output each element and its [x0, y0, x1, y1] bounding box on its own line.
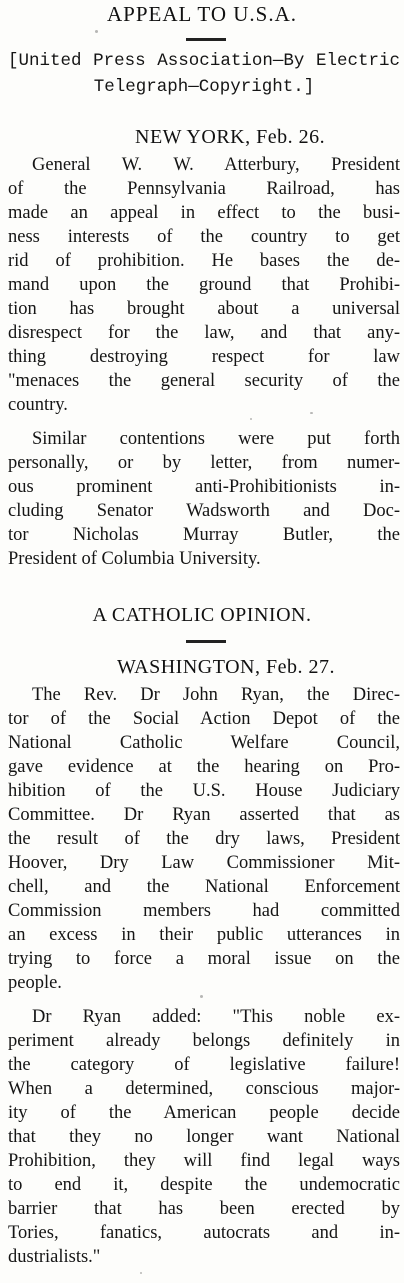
body-line: made an appeal in effect to the busi-: [8, 203, 400, 223]
body-line: tion has brought about a universal: [8, 299, 400, 319]
headline-rule: [186, 38, 226, 41]
body-line: ity of the American people decide: [8, 1103, 400, 1123]
print-speck: [140, 1272, 142, 1274]
body-line: the category of legislative failure!: [8, 1055, 400, 1075]
body-line: Commission members had committed: [8, 901, 400, 921]
body-line: Similar contentions were put forth: [32, 429, 400, 449]
headline-appeal: APPEAL TO U.S.A.: [106, 2, 298, 26]
body-line: to end it, despite the undemocratic: [8, 1175, 400, 1195]
body-line: tor of the Social Action Depot of the: [8, 709, 400, 729]
body-line: ness interests of the country to get: [8, 227, 400, 247]
body-line: barrier that has been erected by: [8, 1199, 400, 1219]
dateline-washington: WASHINGTON, Feb. 27.: [117, 656, 335, 678]
body-line: of the Pennsylvania Railroad, has: [8, 179, 400, 199]
body-line: General W. W. Atterbury, President: [32, 155, 400, 175]
credit-line: Telegraph—Copyright.]: [93, 77, 315, 97]
body-line: "menaces the general security of the: [8, 371, 400, 391]
body-line: rid of prohibition. He bases the de-: [8, 251, 400, 271]
print-speck: [250, 418, 252, 420]
credit-line: [United Press Association—By Electric: [8, 51, 400, 71]
body-line: gave evidence at the hearing on Pro-: [8, 757, 400, 777]
body-line: Prohibition, they will find legal ways: [8, 1151, 400, 1171]
body-line: trying to force a moral issue on the: [8, 949, 400, 969]
body-line: Dr Ryan added: "This noble ex-: [32, 1007, 400, 1027]
print-speck: [310, 412, 313, 414]
body-line: people.: [8, 973, 62, 993]
body-line: thing destroying respect for law: [8, 347, 400, 367]
body-line: chell, and the National Enforcement: [8, 877, 400, 897]
body-line: ous prominent anti-Prohibitionists in-: [8, 477, 400, 497]
body-line: Tories, fanatics, autocrats and in-: [8, 1223, 400, 1243]
body-line: periment already belongs definitely in: [8, 1031, 400, 1051]
body-line: that they no longer want National: [8, 1127, 400, 1147]
body-line: National Catholic Welfare Council,: [8, 733, 400, 753]
dateline-new-york: NEW YORK, Feb. 26.: [135, 126, 326, 148]
print-speck: [200, 995, 203, 998]
body-line: The Rev. Dr John Ryan, the Direc-: [32, 685, 400, 705]
body-line: country.: [8, 395, 68, 415]
body-line: mand upon the ground that Prohibi-: [8, 275, 400, 295]
body-line: an excess in their public utterances in: [8, 925, 400, 945]
body-line: When a determined, conscious major-: [8, 1079, 400, 1099]
body-line: hibition of the U.S. House Judiciary: [8, 781, 400, 801]
headline-rule: [186, 640, 226, 643]
body-line: personally, or by letter, from numer-: [8, 453, 400, 473]
body-line: President of Columbia University.: [8, 549, 261, 569]
body-line: Hoover, Dry Law Commissioner Mit-: [8, 853, 400, 873]
body-line: disrespect for the law, and that any-: [8, 323, 400, 343]
body-line: tor Nicholas Murray Butler, the: [8, 525, 400, 545]
body-line: dustrialists.": [8, 1247, 101, 1267]
print-speck: [95, 30, 98, 33]
body-line: the result of the dry laws, President: [8, 829, 400, 849]
body-line: cluding Senator Wadsworth and Doc-: [8, 501, 400, 521]
headline-catholic-opinion: A CATHOLIC OPINION.: [92, 604, 312, 626]
body-line: Committee. Dr Ryan asserted that as: [8, 805, 400, 825]
